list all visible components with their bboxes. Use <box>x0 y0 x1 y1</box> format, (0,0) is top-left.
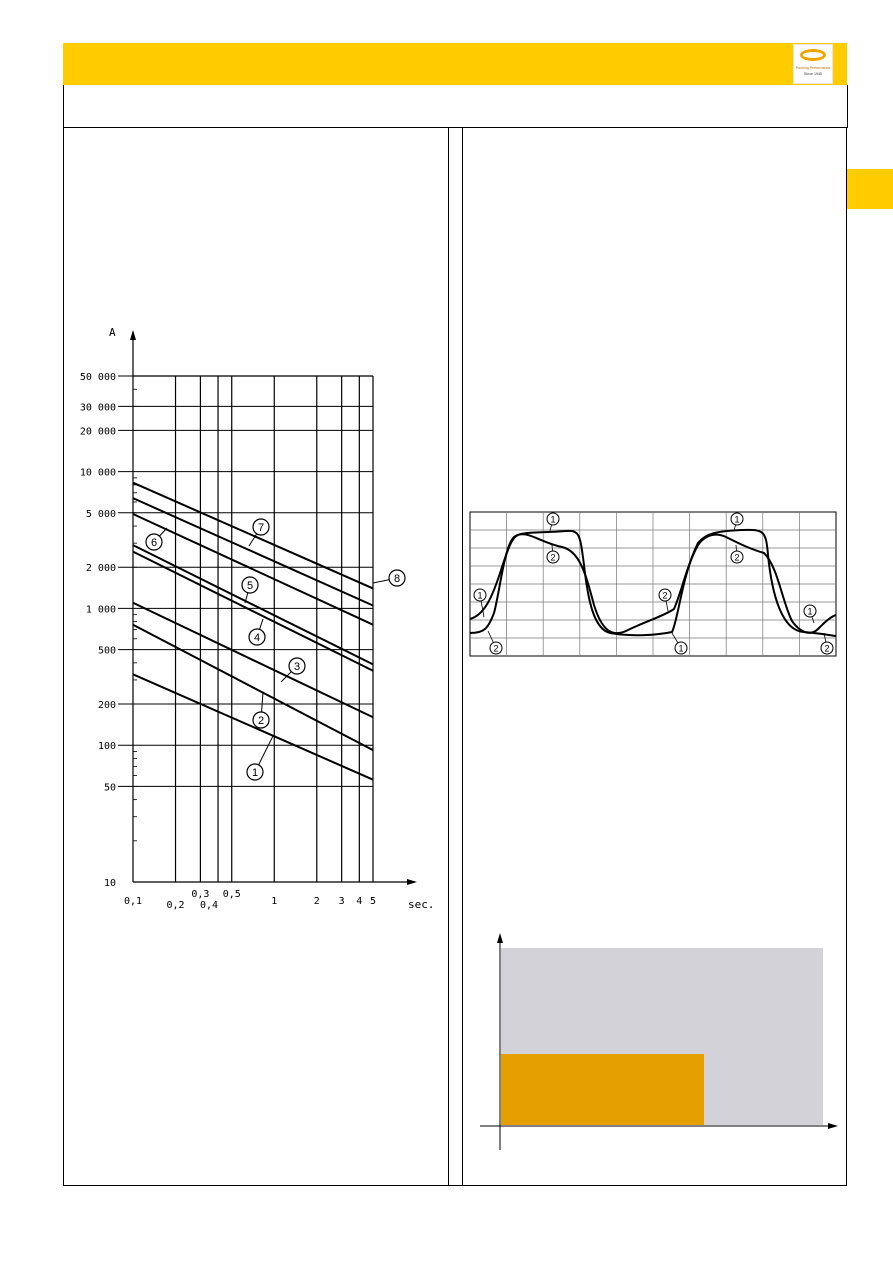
callout-label-5: 5 <box>246 580 254 592</box>
series-line-3 <box>133 603 373 718</box>
y-axis-label: A <box>109 326 116 339</box>
x-axis-arrow-icon <box>407 879 417 885</box>
waveform-label-text: 2 <box>550 552 556 563</box>
logo-tagline: Pushing Performance <box>795 66 831 70</box>
x-tick-label: 4 <box>356 896 363 907</box>
waveform-label-text: 2 <box>824 643 830 654</box>
y-tick-label: 1 000 <box>85 604 116 616</box>
area-diagram <box>462 925 846 1155</box>
area-y-arrow-icon <box>497 933 503 943</box>
x-tick-label: 1 <box>271 896 278 907</box>
area-x-arrow-icon <box>828 1123 838 1129</box>
waveform-chart <box>462 505 846 665</box>
waveform-label-text: 2 <box>734 552 740 563</box>
y-tick-label: 200 <box>97 700 116 712</box>
x-tick-label: 0,5 <box>222 889 241 900</box>
title-row <box>63 85 848 128</box>
series-line-5 <box>133 545 373 664</box>
x-tick-label: 5 <box>369 896 377 907</box>
x-tick-label: 0,1 <box>123 896 143 907</box>
y-tick-label: 30 000 <box>79 402 116 414</box>
x-tick-label: 0,2 <box>166 900 185 911</box>
x-tick-label: 3 <box>338 896 345 907</box>
x-tick-label: 0,3 <box>191 889 210 900</box>
y-tick-label: 20 000 <box>79 426 116 438</box>
y-tick-label: 10 <box>103 878 116 889</box>
inner-area <box>501 1054 704 1125</box>
callout-label-4: 4 <box>253 632 261 644</box>
side-tab <box>847 169 893 209</box>
waveform-label-text: 1 <box>734 514 740 525</box>
callout-label-2: 2 <box>257 715 265 727</box>
callout-label-6: 6 <box>150 537 158 549</box>
callout-label-8: 8 <box>393 573 401 585</box>
waveform-label-text: 1 <box>807 606 813 617</box>
waveform-label-text: 2 <box>662 590 668 601</box>
callout-label-7: 7 <box>257 522 265 534</box>
y-axis-arrow-icon <box>130 330 136 340</box>
column-gutter <box>448 127 463 1186</box>
waveform-label-text: 1 <box>550 514 556 525</box>
y-tick-label: 500 <box>97 645 116 657</box>
logo-since: Since 1945 <box>804 72 822 76</box>
series-line-8 <box>133 483 373 589</box>
waveform-label-text: 2 <box>493 643 499 654</box>
x-tick-label: 0,4 <box>199 900 219 911</box>
waveform-label-text: 1 <box>477 590 483 601</box>
y-tick-label: 50 000 <box>79 372 116 383</box>
header-band <box>63 43 847 85</box>
y-tick-label: 5 000 <box>85 508 116 520</box>
y-tick-label: 50 <box>103 782 116 794</box>
callout-label-1: 1 <box>251 767 259 779</box>
current-time-chart <box>63 320 448 920</box>
logo-mark-icon <box>800 49 826 61</box>
x-tick-label: 2 <box>313 896 320 907</box>
harting-logo <box>793 44 833 84</box>
y-tick-label: 10 000 <box>79 467 116 479</box>
x-axis-label: sec. <box>408 898 435 911</box>
y-tick-label: 100 <box>97 741 116 753</box>
callout-label-3: 3 <box>293 661 301 673</box>
waveform-label-text: 1 <box>678 643 684 654</box>
y-tick-label: 2 000 <box>85 563 116 575</box>
